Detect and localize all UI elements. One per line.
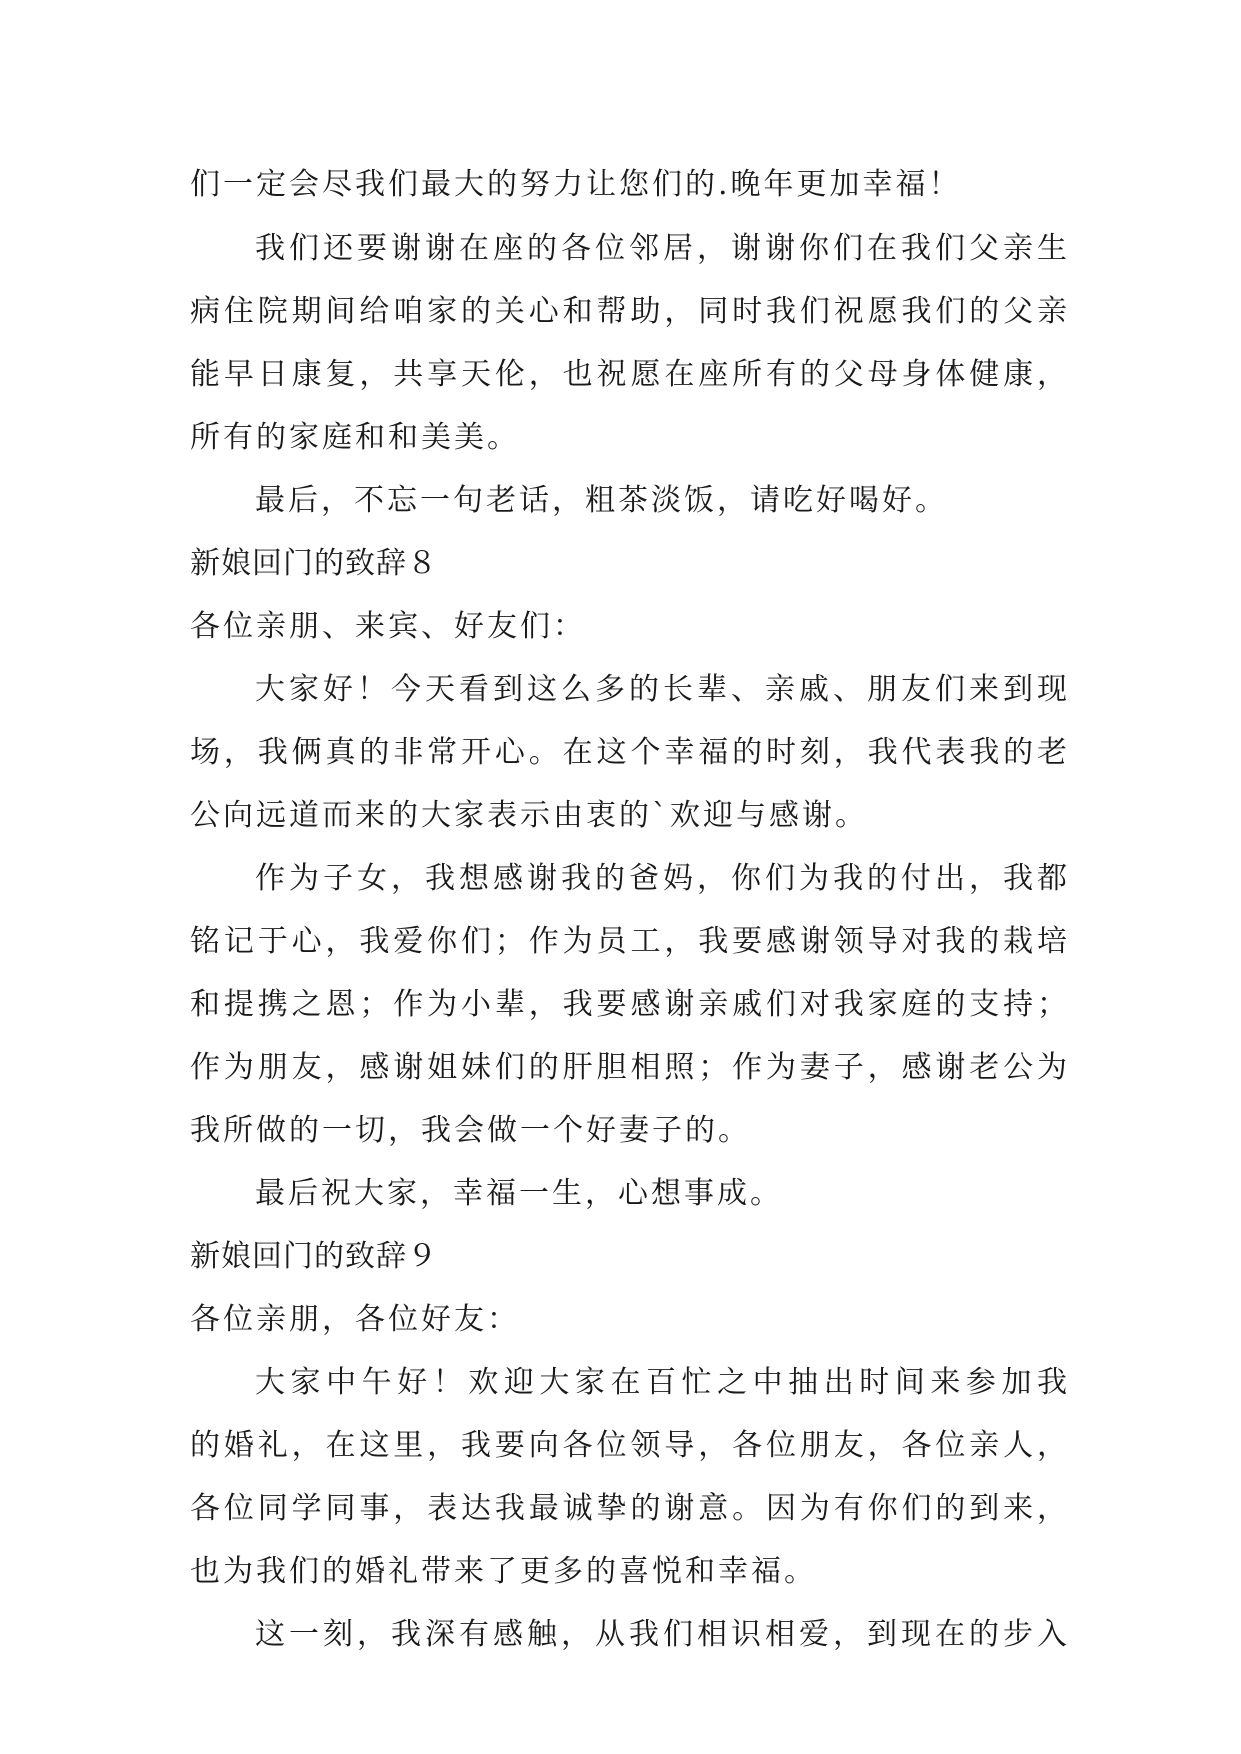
paragraph-line: 病住院期间给咱家的关心和帮助，同时我们祝愿我们的父亲 [190, 294, 1070, 329]
paragraph-line: 最后，不忘一句老话，粗茶淡饭，请吃好喝好。 [255, 483, 948, 518]
paragraph-line: 铭记于心，我爱你们；作为员工，我要感谢领导对我的栽培 [190, 924, 1070, 959]
paragraph-line: 们一定会尽我们最大的努力让您们的.晚年更加幸福！ [190, 167, 962, 202]
section-heading: 新娘回门的致辞９ [190, 1239, 438, 1274]
paragraph-line: 这一刻，我深有感触，从我们相识相爱，到现在的步入 [255, 1617, 1070, 1652]
paragraph-line: 所有的家庭和和美美。 [190, 420, 520, 455]
paragraph-line: 各位同学同事，表达我最诚挚的谢意。因为有你们的到来， [190, 1491, 1070, 1526]
paragraph-line: 能早日康复，共享天伦，也祝愿在座所有的父母身体健康， [190, 357, 1070, 392]
paragraph-line: 场，我俩真的非常开心。在这个幸福的时刻，我代表我的老 [190, 735, 1070, 770]
paragraph-line: 最后祝大家，幸福一生，心想事成。 [255, 1176, 783, 1211]
paragraph-line: 我所做的一切，我会做一个好妻子的。 [190, 1113, 751, 1148]
paragraph-line: 作为子女，我想感谢我的爸妈，你们为我的付出，我都 [255, 861, 1070, 896]
paragraph-line: 公向远道而来的大家表示由衷的`欢迎与感谢。 [190, 798, 868, 833]
paragraph-line: 我们还要谢谢在座的各位邻居，谢谢你们在我们父亲生 [255, 231, 1070, 266]
paragraph-line: 和提携之恩；作为小辈，我要感谢亲戚们对我家庭的支持； [190, 987, 1070, 1022]
paragraph-line: 的婚礼，在这里，我要向各位领导，各位朋友，各位亲人， [190, 1428, 1070, 1463]
section-heading: 新娘回门的致辞８ [190, 546, 438, 581]
paragraph-line: 也为我们的婚礼带来了更多的喜悦和幸福。 [190, 1554, 817, 1589]
paragraph-line: 大家好！今天看到这么多的长辈、亲戚、朋友们来到现 [255, 672, 1070, 707]
paragraph-line: 大家中午好！欢迎大家在百忙之中抽出时间来参加我 [255, 1365, 1070, 1400]
salutation: 各位亲朋，各位好友： [190, 1302, 520, 1337]
salutation: 各位亲朋、来宾、好友们： [190, 609, 586, 644]
paragraph-line: 作为朋友，感谢姐妹们的肝胆相照；作为妻子，感谢老公为 [190, 1050, 1070, 1085]
